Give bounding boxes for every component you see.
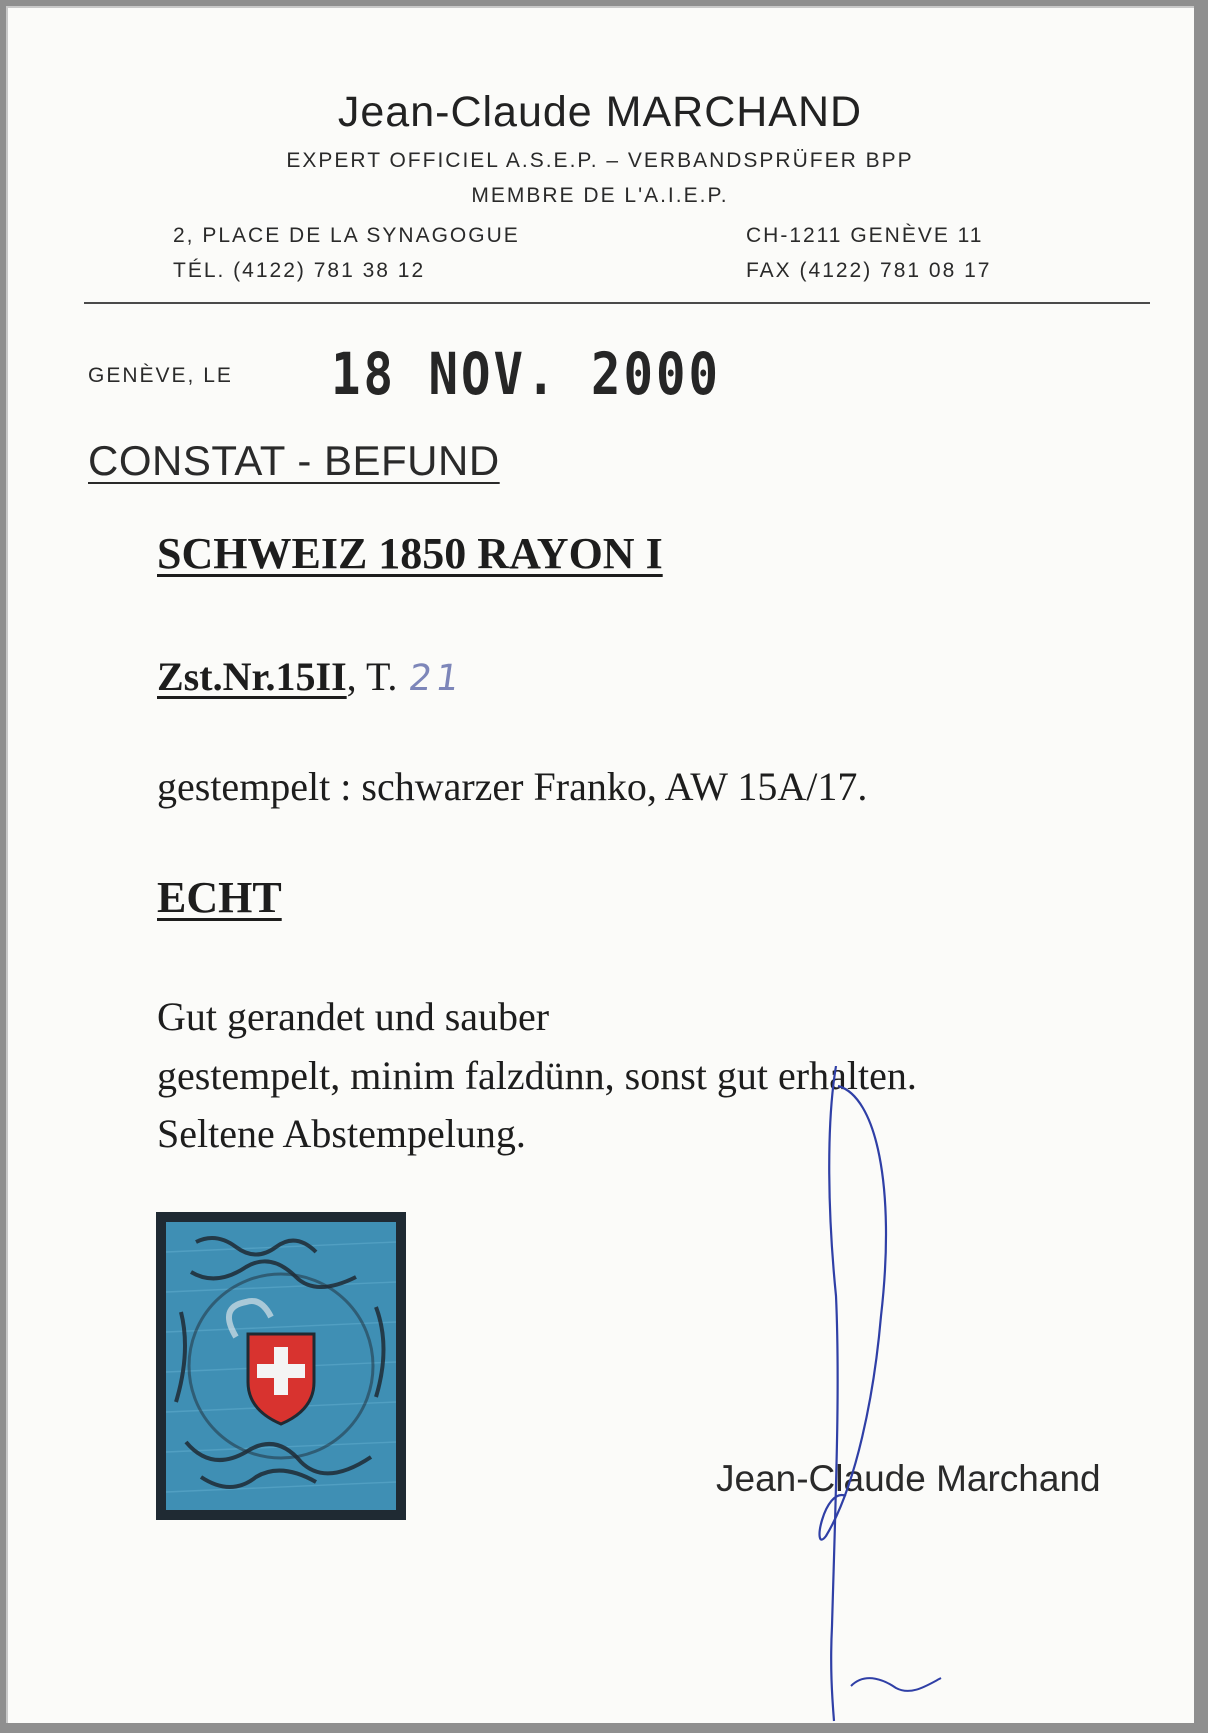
telephone: TÉL. (4122) 781 38 12: [173, 259, 426, 282]
address-street: 2, PLACE DE LA SYNAGOGUE: [173, 224, 520, 247]
catalogue-number: Zst.Nr.15II: [157, 654, 347, 699]
description-line-2: gestempelt, minim falzdünn, sonst gut erhalten.: [157, 1053, 917, 1098]
expert-name: Jean-Claude MARCHAND: [337, 88, 863, 136]
expert-credentials: EXPERT OFFICIEL A.S.E.P. – VERBANDSPRÜFER BPP: [286, 149, 914, 172]
handwritten-signature: [766, 1066, 986, 1726]
certificate-page: [6, 6, 1194, 1723]
signatory-name: Jean-Claude Marchand: [716, 1458, 1101, 1499]
address-city: CH-1211 GENÈVE 11: [746, 224, 984, 247]
date-place: GENÈVE, LE: [88, 364, 233, 387]
verdict: ECHT: [157, 873, 282, 922]
catalogue-reference: [157, 653, 467, 700]
description-line-3: Seltene Abstempelung.: [157, 1111, 526, 1156]
cancellation-description: gestempelt : schwarzer Franko, AW 15A/17.: [157, 764, 868, 809]
description-line-1: Gut gerandet und sauber: [157, 994, 550, 1039]
header-divider: [84, 302, 1150, 304]
certificate-heading: CONSTAT - BEFUND: [88, 437, 500, 484]
expert-membership: MEMBRE DE L'A.I.E.P.: [471, 184, 729, 207]
handwritten-type-number: 21: [406, 658, 467, 699]
fax: FAX (4122) 781 08 17: [746, 259, 992, 282]
item-title: SCHWEIZ 1850 RAYON I: [157, 529, 663, 578]
date-stamp: 18 NOV. 2000: [331, 341, 722, 409]
swiss-rayon-stamp-icon: [156, 1212, 406, 1520]
type-label: , T.: [346, 654, 398, 699]
